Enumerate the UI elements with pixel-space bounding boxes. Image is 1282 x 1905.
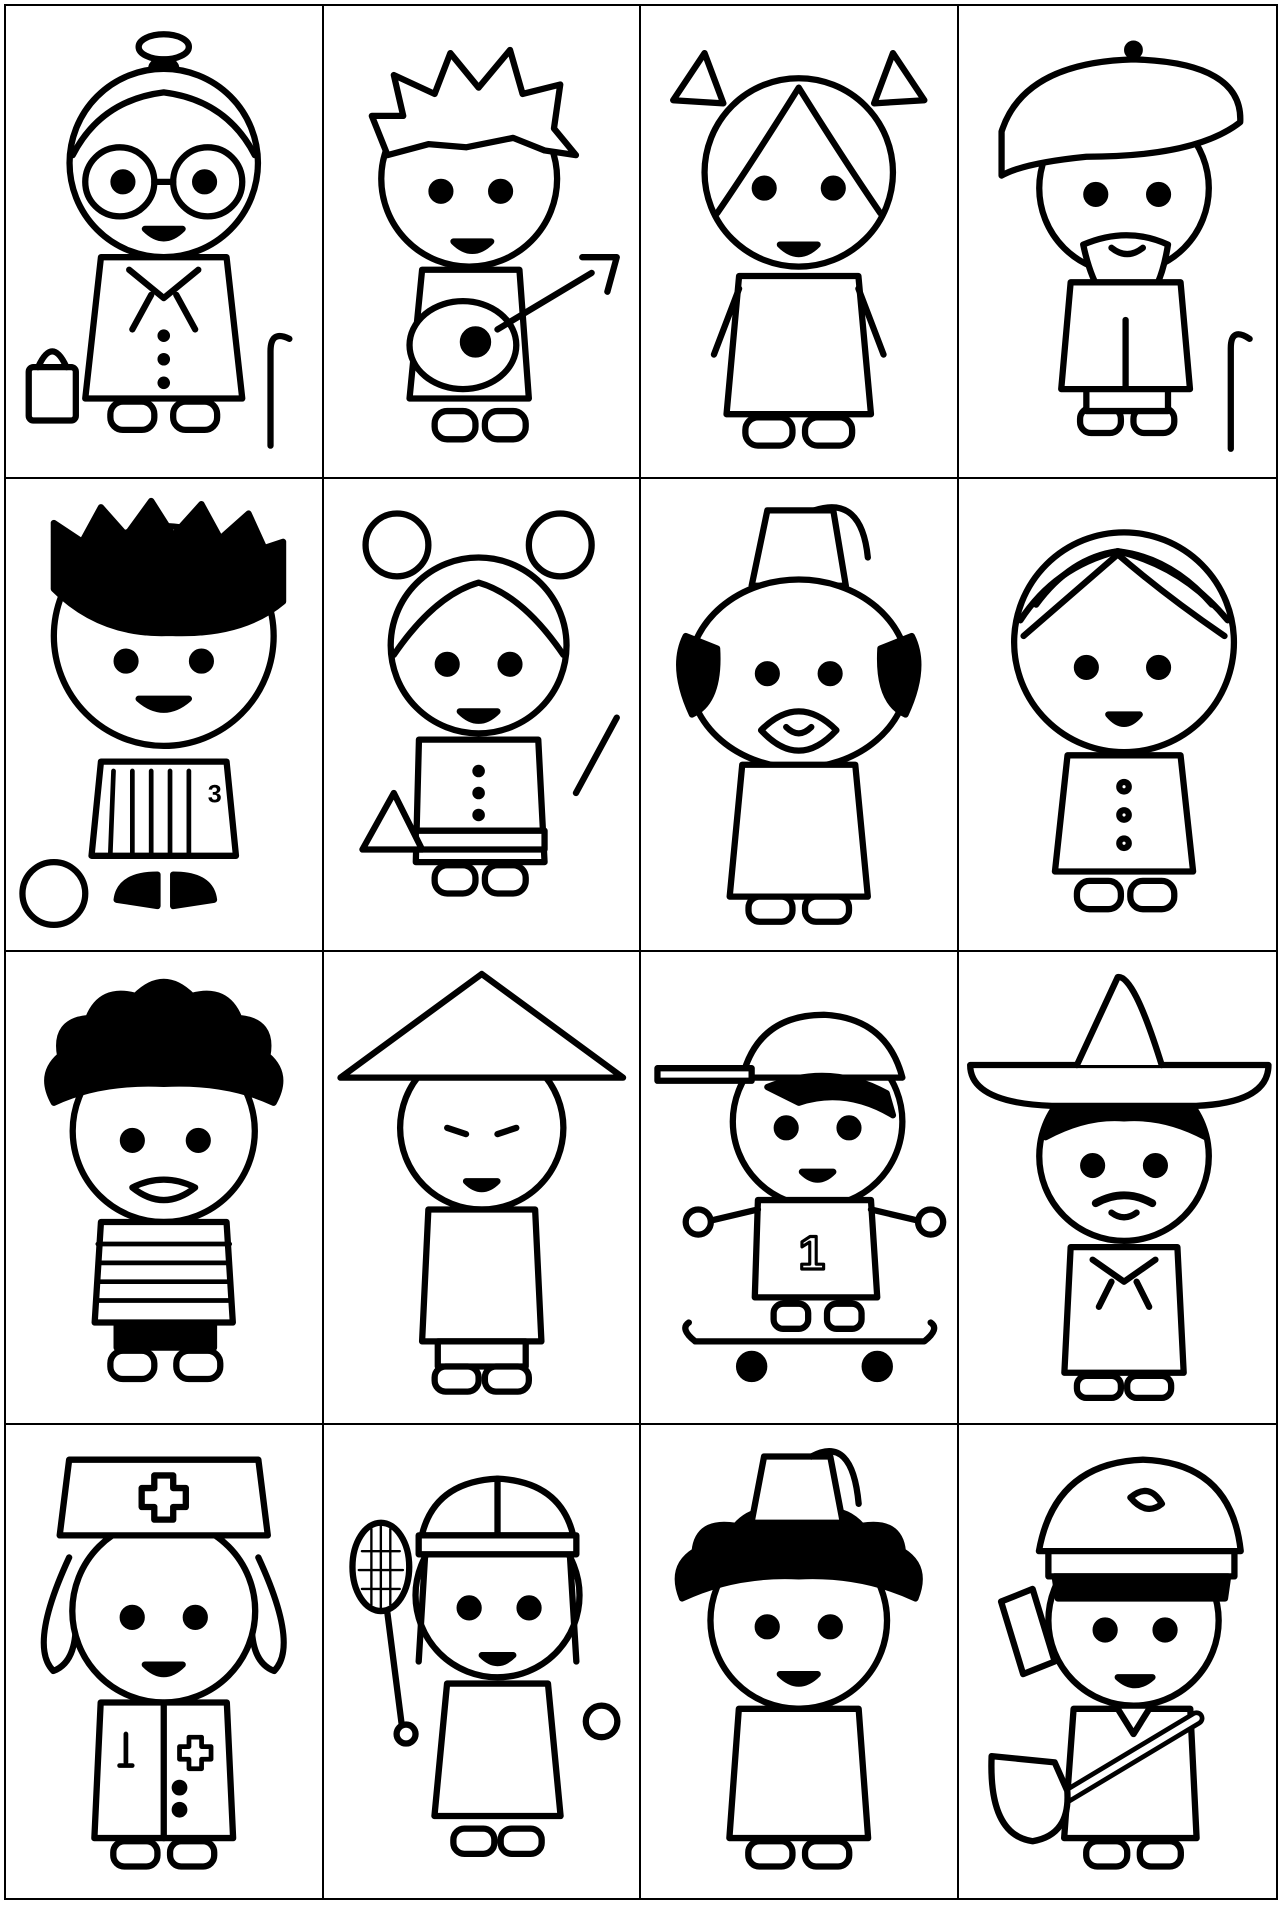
girl-pigtails-drawing bbox=[641, 6, 957, 477]
figure-old-woman bbox=[959, 479, 1277, 952]
fez-man-drawing bbox=[641, 479, 957, 950]
figure-girl-pigtails bbox=[641, 6, 959, 479]
tennis-player-drawing bbox=[324, 1425, 640, 1898]
figure-tennis-player bbox=[324, 1425, 642, 1898]
figure-sombrero-man bbox=[959, 952, 1277, 1425]
figure-skateboarder bbox=[641, 952, 959, 1425]
coloring-sheet-grid bbox=[4, 4, 1278, 1900]
old-woman-drawing bbox=[959, 479, 1277, 950]
grandmother-drawing bbox=[6, 6, 322, 477]
figure-postman bbox=[959, 1425, 1277, 1898]
figure-musician-girl bbox=[324, 479, 642, 952]
fez-curly-person-drawing bbox=[641, 1425, 957, 1898]
jersey-number-1: 1 bbox=[798, 1226, 825, 1280]
figure-footballer bbox=[6, 479, 324, 952]
figure-grandmother bbox=[6, 6, 324, 479]
figure-conical-hat-person bbox=[324, 952, 642, 1425]
curly-boy-drawing bbox=[6, 952, 322, 1423]
skateboarder-drawing bbox=[641, 952, 957, 1423]
grandfather-drawing bbox=[959, 6, 1277, 477]
postman-drawing bbox=[959, 1425, 1277, 1898]
conical-hat-person-drawing bbox=[324, 952, 640, 1423]
guitarist-drawing bbox=[324, 6, 640, 477]
figure-fez-man bbox=[641, 479, 959, 952]
figure-nurse bbox=[6, 1425, 324, 1898]
musician-girl-drawing bbox=[324, 479, 640, 950]
figure-curly-boy bbox=[6, 952, 324, 1425]
sombrero-man-drawing bbox=[959, 952, 1277, 1423]
figure-guitarist bbox=[324, 6, 642, 479]
footballer-drawing bbox=[6, 479, 322, 950]
nurse-drawing bbox=[6, 1425, 322, 1898]
figure-grandfather bbox=[959, 6, 1277, 479]
figure-fez-curly-person bbox=[641, 1425, 959, 1898]
jersey-number-3: 3 bbox=[207, 780, 222, 809]
